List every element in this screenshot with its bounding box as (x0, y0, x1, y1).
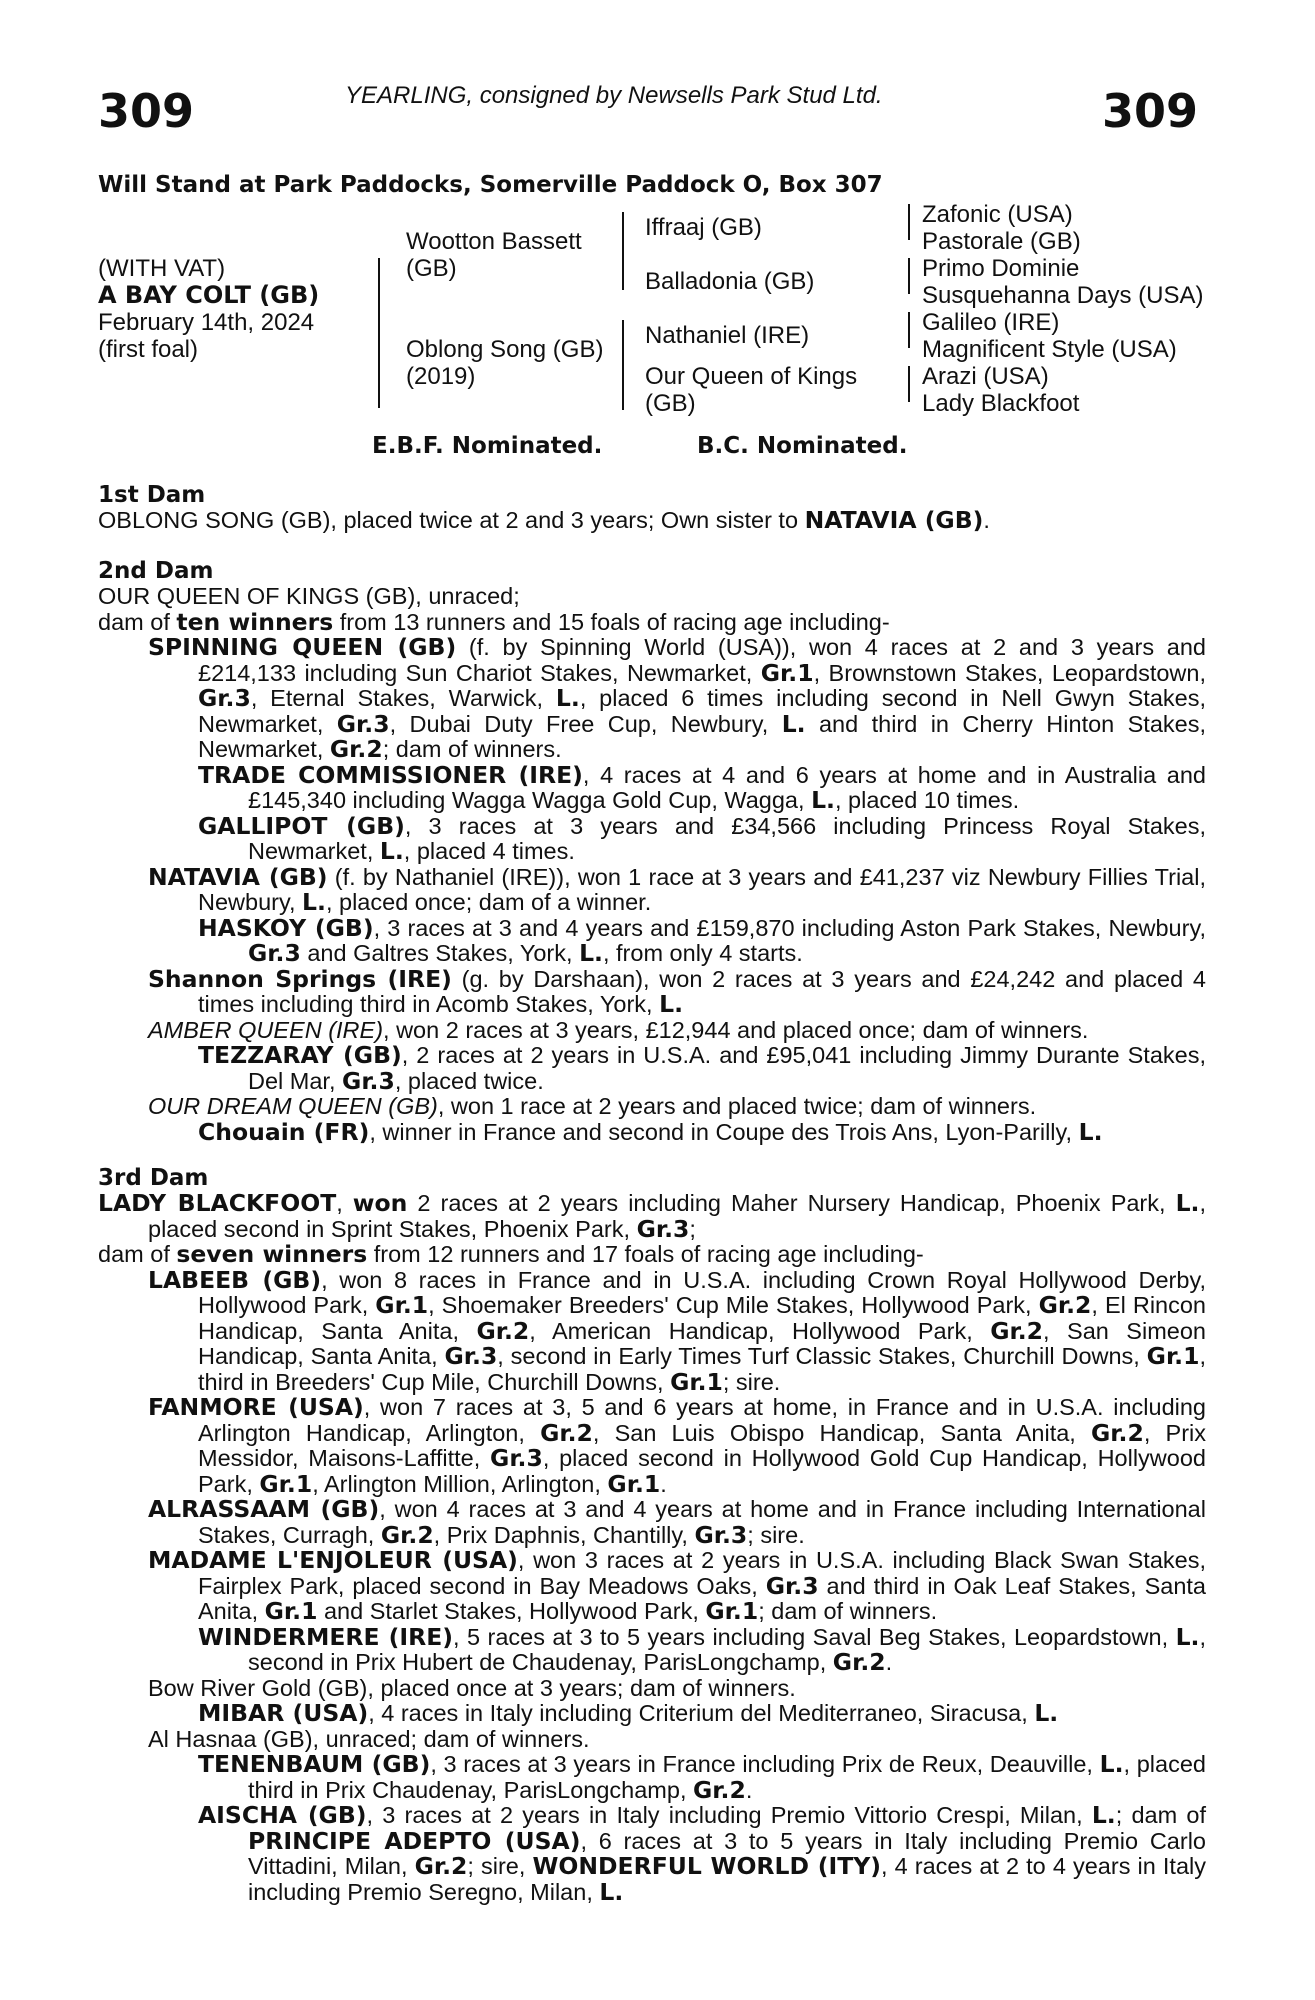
produce-entry: TRADE COMMISSIONER (IRE), 4 races at 4 and 6 years at home and in Australia and £145,340 including Wagga Wagga Gold Cup, Wagga, L., placed 10 times. (198, 760, 1207, 814)
produce-entry: TENENBAUM (GB), 3 races at 3 years in France including Prix de Reux, Deauville, L., placed third in Prix Chaudenay, ParisLongchamp, Gr.2. (198, 1750, 1206, 1804)
produce-entry: HASKOY (GB), 3 races at 3 and 4 years and £159,870 including Aston Park Stakes, Newbury, Gr.3 and Galtres Stakes, York, L., from only 4 starts. (198, 913, 1206, 967)
ped-ddd: Lady Blackfoot (922, 390, 1080, 417)
ped-dss: Galileo (IRE) (922, 309, 1060, 336)
produce-entry: MIBAR (USA), 4 races in Italy including Criterium del Mediterraneo, Siracusa, L. (198, 1699, 1059, 1727)
produce-entry: Shannon Springs (IRE) (g. by Darshaan), won 2 races at 3 years and £24,242 and placed 4 times including third in Acomb Stakes, York, L. (148, 964, 1206, 1018)
dam-year: (2019) (406, 363, 476, 390)
consignment-line: YEARLING, consigned by Newsells Park Stud Ltd. (345, 82, 883, 109)
third-dam-section (98, 1165, 1206, 1905)
stand-location: Will Stand at Park Paddocks, Somerville Paddock O, Box 307 (98, 172, 883, 198)
produce-entry: ALRASSAAM (GB), won 4 races at 3 and 4 years at home and in France including International Stakes, Curragh, Gr.2, Prix Daphnis, Chantilly, Gr.3; sire. (148, 1495, 1206, 1549)
vat-note: (WITH VAT) (98, 255, 226, 282)
produce-entry: TEZZARAY (GB), 2 races at 2 years in U.S.A. and £95,041 including Jimmy Durante Stakes, Del Mar, Gr.3, placed twice. (198, 1041, 1206, 1095)
produce-entry: SPINNING QUEEN (GB) (f. by Spinning World (USA)), won 4 races at 2 and 3 years and £214,133 including Sun Chariot Stakes, Newmarket, Gr.1, Brownstown Stakes, Leopardstown, Gr.3, Eternal Stakes, Warwick, L., placed 6 times including second in Nell Gwyn Stakes, Newmarket, Gr.3, Dubai Duty Free Cup, Newbury, L. and third in Cherry Hinton Stakes, Newmarket, Gr.2; dam of winners. (148, 633, 1207, 763)
pedigree-brace-sire (622, 212, 624, 290)
produce-entry: MADAME L'ENJOLEUR (USA), won 3 races at 2 years in U.S.A. including Black Swan Stakes, Fairplex Park, placed second in Bay Meadows Oaks, Gr.3 and third in Oak Leaf Stakes, Santa Anita, Gr.1 and Starlet Stakes, Hollywood Park, Gr.1; dam of winners. (148, 1546, 1206, 1625)
pedigree-brace-ds (908, 312, 910, 348)
ped-sss: Zafonic (USA) (922, 201, 1073, 228)
produce-entry: Chouain (FR), winner in France and second in Coupe des Trois Ans, Lyon-Parilly, L. (198, 1117, 1103, 1146)
pedigree-brace-dam (622, 320, 624, 410)
produce-entry: AISCHA (GB), 3 races at 2 years in Italy including Premio Vittorio Crespi, Milan, L.; dam of PRINCIPE ADEPTO (USA), 6 races at 3 to 5 years in Italy including Premio Carlo Vittadini, Milan, Gr.2; sire, WONDERFUL WORLD (ITY), 4 races at 2 to 4 years in Italy including Premio Seregno, Milan, L. (198, 1801, 1206, 1906)
produce-entry: Bow River Gold (GB), placed once at 3 years; dam of winners. (148, 1674, 796, 1701)
lot-number-right: 309 (1101, 84, 1198, 138)
pedigree-brace-dd (908, 366, 910, 402)
pedigree-brace-ss (908, 204, 910, 240)
ped-dsd: Magnificent Style (USA) (922, 336, 1177, 363)
third-dam-record: LADY BLACKFOOT, won 2 races at 2 years including Maher Nursery Handicap, Phoenix Park, L., placed second in Sprint Stakes, Phoenix Park, Gr.3; (98, 1189, 1207, 1243)
dams-dam: Our Queen of Kings (645, 363, 858, 390)
produce-entry: FANMORE (USA), won 7 races at 3, 5 and 6 years at home, in France and in U.S.A. including Arlington Handicap, Arlington, Gr.2, San Luis Obispo Handicap, Santa Anita, Gr.2, Prix Messidor, Maisons-Laffitte, Gr.3, placed second in Hollywood Gold Cup Handicap, Hollywood Park, Gr.1, Arlington Million, Arlington, Gr.1. (148, 1393, 1206, 1498)
third-dam-produce-summary: dam of seven winners from 12 runners and 17 foals of racing age including- (98, 1240, 924, 1268)
dams-sire: Nathaniel (IRE) (645, 322, 810, 349)
pedigree-brace-sd (908, 258, 910, 294)
third-dam-heading: 3rd Dam (98, 1165, 209, 1191)
produce-entry: Al Hasnaa (GB), unraced; dam of winners. (148, 1725, 590, 1752)
produce-entry: WINDERMERE (IRE), 5 races at 3 to 5 years including Saval Beg Stakes, Leopardstown, L., second in Prix Hubert de Chaudenay, ParisLongchamp, Gr.2. (198, 1622, 1206, 1676)
foaling-date: February 14th, 2024 (98, 309, 315, 336)
dam-name: Oblong Song (GB) (406, 336, 604, 363)
first-dam-heading: 1st Dam (98, 482, 206, 508)
ebf-nomination: E.B.F. Nominated. (372, 433, 603, 459)
produce-entry: LABEEB (GB), won 8 races in France and in U.S.A. including Crown Royal Hollywood Derby, Hollywood Park, Gr.1, Shoemaker Breeders' Cup Mile Stakes, Hollywood Park, Gr.2, El Rincon Handicap, Santa Anita, Gr.2, American Handicap, Hollywood Park, Gr.2, San Simeon Handicap, Santa Anita, Gr.3, second in Early Times Turf Classic Stakes, Churchill Downs, Gr.1, third in Breeders' Cup Mile, Churchill Downs, Gr.1; sire. (148, 1265, 1207, 1396)
ped-sds: Primo Dominie (922, 255, 1080, 282)
produce-entry: NATAVIA (GB) (f. by Nathaniel (IRE)), won 1 race at 3 years and £41,237 viz Newbury Fillies Trial, Newbury, L., placed once; dam of a winner. (148, 862, 1206, 916)
produce-entry: GALLIPOT (GB), 3 races at 3 years and £34,566 including Princess Royal Stakes, Newmarket, L., placed 4 times. (198, 811, 1207, 865)
second-dam-heading: 2nd Dam (98, 558, 214, 584)
lot-number-left: 309 (98, 84, 195, 138)
first-dam-text: OBLONG SONG (GB), placed twice at 2 and 3 years; Own sister to NATAVIA (GB). (98, 506, 990, 534)
sire-name: Wootton Bassett (406, 228, 582, 255)
first-foal-note: (first foal) (98, 336, 199, 363)
ped-ssd: Pastorale (GB) (922, 228, 1081, 255)
bc-nomination: B.C. Nominated. (697, 433, 908, 459)
ped-dds: Arazi (USA) (922, 363, 1049, 390)
second-dam-section (98, 558, 1206, 1145)
horse-name: A BAY COLT (GB) (98, 281, 320, 309)
sire-country: (GB) (406, 255, 457, 282)
second-dam-line: OUR QUEEN OF KINGS (GB), unraced; (98, 583, 520, 609)
sires-sire: Iffraaj (GB) (645, 214, 762, 241)
pedigree-brace-main (378, 258, 380, 408)
ped-sdd: Susquehanna Days (USA) (922, 282, 1204, 309)
first-dam-section (98, 482, 1206, 534)
produce-entry: AMBER QUEEN (IRE), won 2 races at 3 years, £12,944 and placed once; dam of winners. (148, 1016, 1089, 1043)
second-dam-produce-summary: dam of ten winners from 13 runners and 15 foals of racing age including- (98, 607, 890, 636)
produce-entry: OUR DREAM QUEEN (GB), won 1 race at 2 years and placed twice; dam of winners. (148, 1093, 1037, 1119)
sires-dam: Balladonia (GB) (645, 268, 815, 295)
dams-dam-country: (GB) (645, 390, 696, 417)
